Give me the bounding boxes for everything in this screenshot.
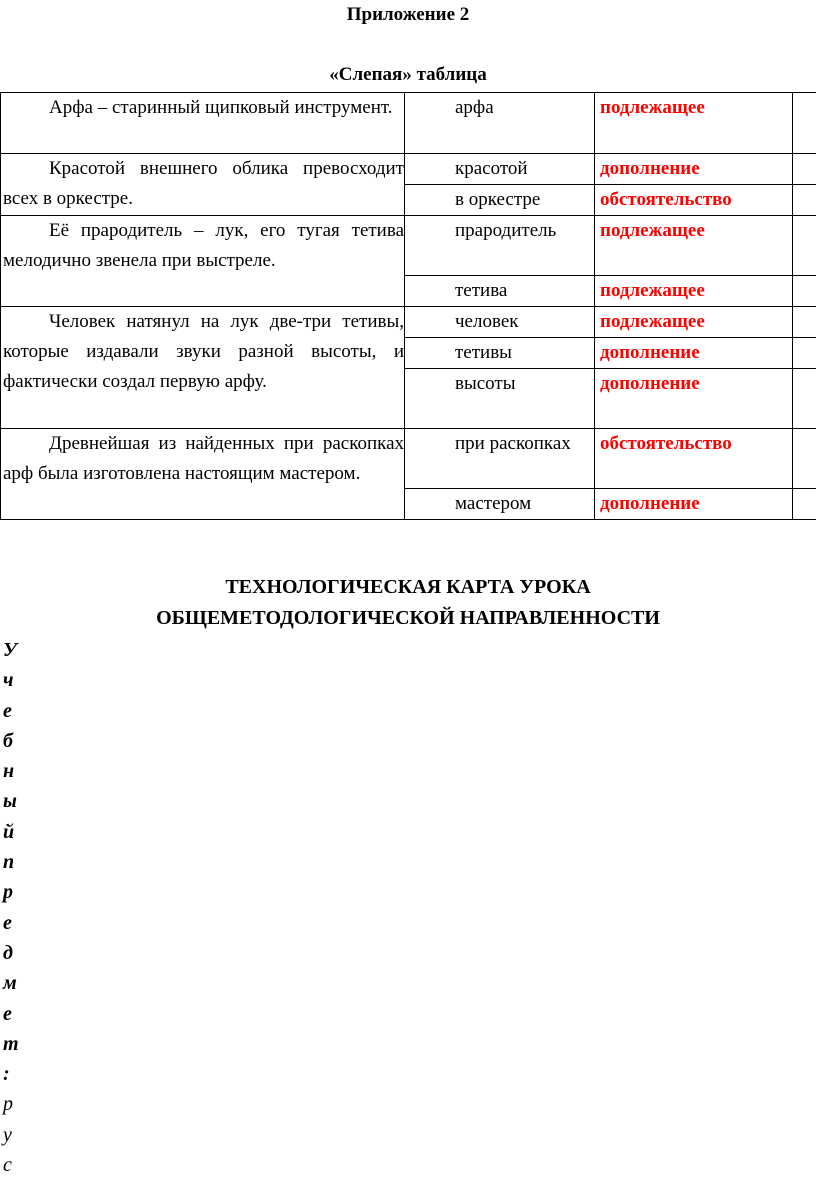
blind-table [0,92,816,520]
empty-cell [793,154,816,185]
role-cell: дополнение [595,154,793,185]
word-cell: человек [405,307,595,338]
word-cell: тетивы [405,338,595,369]
role-cell: подлежащее [595,276,793,307]
word-cell: прародитель [405,216,595,276]
subject-label: У ч е б н ы й п р е д м е т : [3,639,19,1086]
sentence-cell: Человек натянул на лук две-три тетивы, которые издавали звуки разной высоты, и фактически создал первую арфу. [1,307,405,429]
role-cell: подлежащее [595,93,793,154]
role-cell: обстоятельство [595,429,793,489]
lesson-map-heading-line2: ОБЩЕМЕТОДОЛОГИЧЕСКОЙ НАПРАВЛЕННОСТИ [156,607,660,629]
role-cell: подлежащее [595,307,793,338]
word-cell: в оркестре [405,185,595,216]
empty-cell [793,216,816,276]
empty-cell [793,338,816,369]
empty-cell [793,307,816,338]
empty-cell [793,276,816,307]
table-row [1,154,816,185]
subject-value: р у с [3,1093,13,1177]
table-row [1,216,816,276]
empty-cell [793,93,816,154]
table-row [1,307,816,338]
sentence-cell: Арфа – старинный щипковый инструмент. [1,93,405,154]
role-cell: дополнение [595,489,793,520]
lesson-map-heading-line1: ТЕХНОЛОГИЧЕСКАЯ КАРТА УРОКА [225,576,591,598]
role-cell: обстоятельство [595,185,793,216]
table-row [1,429,816,489]
empty-cell [793,489,816,520]
empty-cell [793,429,816,489]
table-title: «Слепая» таблица [329,64,487,85]
word-cell: арфа [405,93,595,154]
appendix-title: Приложение 2 [346,4,470,25]
table-row [1,93,816,154]
subject-label-vertical [3,635,23,1180]
role-cell: подлежащее [595,216,793,276]
sentence-cell: Древнейшая из найденных при раскопках арф была изготовлена настоящим мастером. [1,429,405,520]
sentence-cell: Её прародитель – лук, его тугая тетива мелодично звенела при выстреле. [1,216,405,307]
empty-cell [793,185,816,216]
word-cell: высоты [405,369,595,429]
word-cell: мастером [405,489,595,520]
sentence-cell: Красотой внешнего облика превосходит всех в оркестре. [1,154,405,216]
lesson-map-heading [0,572,816,634]
empty-cell [793,369,816,429]
word-cell: красотой [405,154,595,185]
word-cell: тетива [405,276,595,307]
role-cell: дополнение [595,338,793,369]
word-cell: при раскопках [405,429,595,489]
role-cell: дополнение [595,369,793,429]
